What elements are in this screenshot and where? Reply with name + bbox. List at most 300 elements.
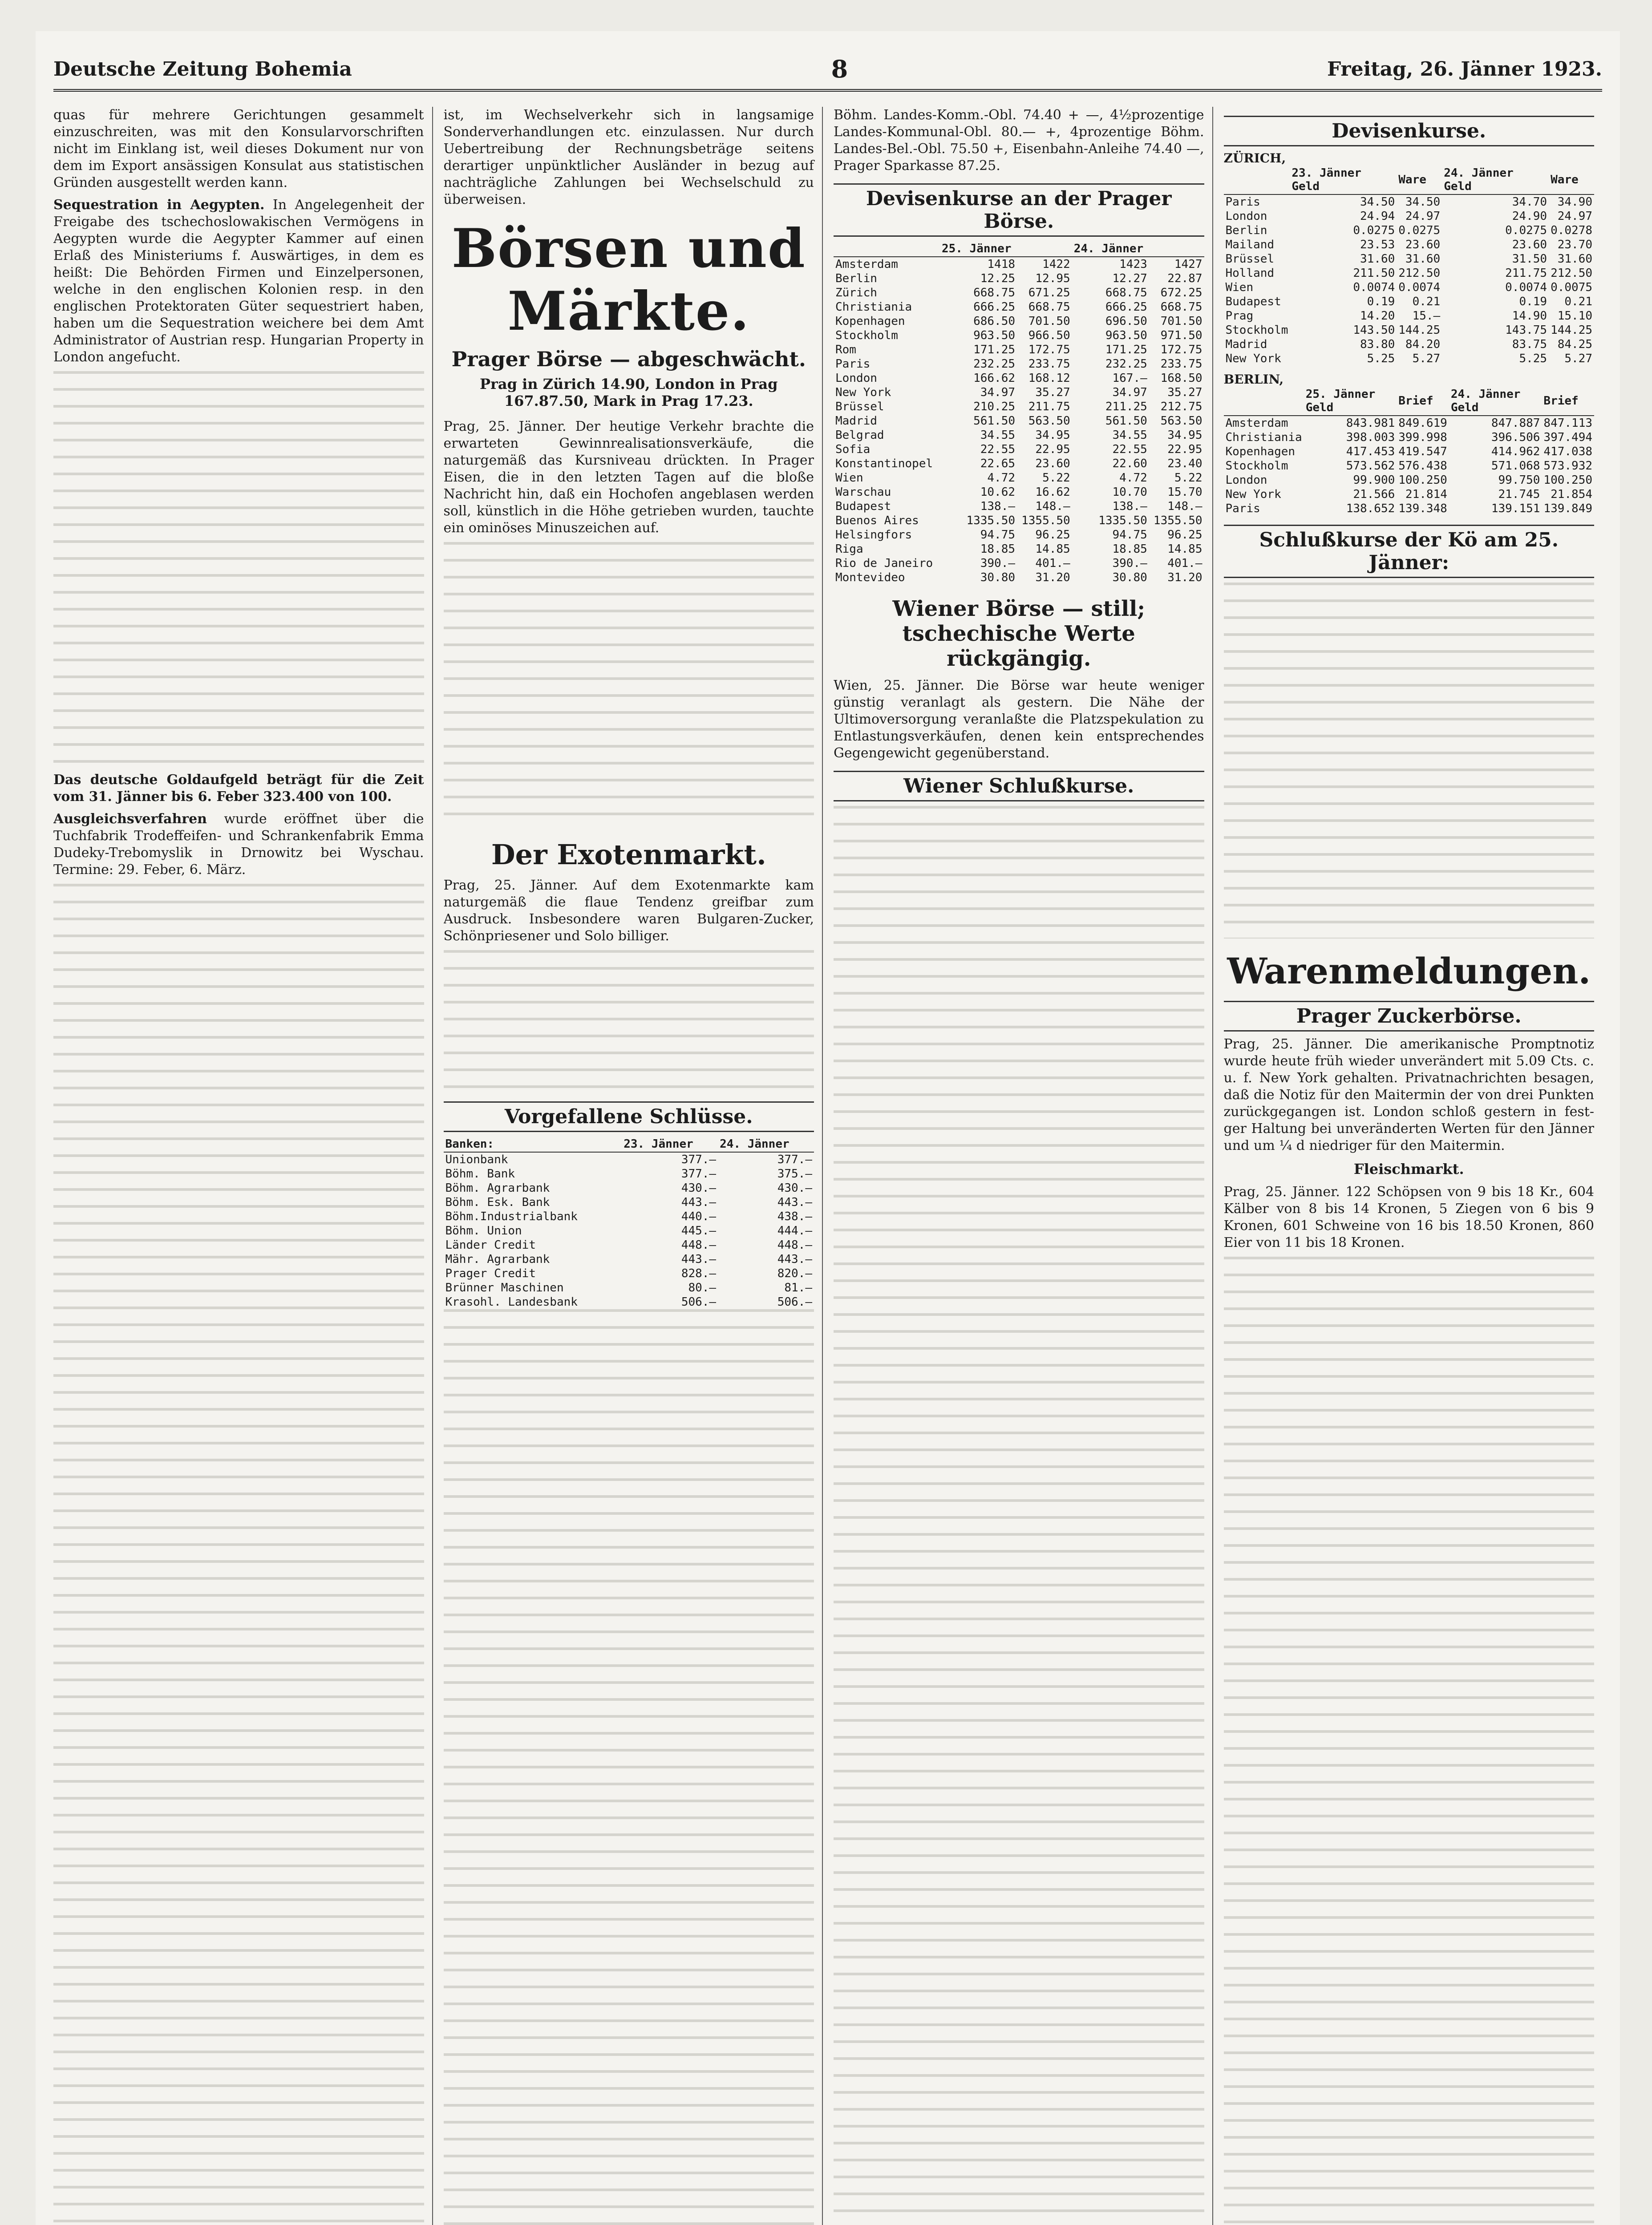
table-header-cell: 25. Jänner (940, 241, 1017, 257)
table-cell: 666.25 (973, 300, 1016, 314)
table-row (1224, 252, 1595, 266)
table-cell: London (835, 372, 877, 385)
table-cell: Mailand (1225, 238, 1275, 251)
table-cell: 139.348 (1398, 502, 1447, 515)
table-cell: 80.— (688, 1281, 717, 1295)
table-cell: Berlin (835, 272, 877, 285)
table-header-cell: Brief (1397, 387, 1449, 416)
table-row (834, 385, 1204, 400)
column-1 (53, 107, 433, 2225)
table-cell: 576.438 (1398, 459, 1447, 473)
table-cell: 414.962 (1491, 445, 1540, 458)
table-cell: 847.113 (1543, 417, 1592, 430)
table-title: Schlußkurse der Kö am 25. Jänner: (1224, 525, 1595, 578)
table-cell: Madrid (835, 414, 877, 428)
table-cell: 22.95 (1167, 443, 1203, 456)
table-header-cell: 24. Jänner (1072, 241, 1149, 257)
article-paragraph: Prag, 25. Jänner. 122 Schöpsen von 9 bis 18 Kr., 604 Kälber von 8 bis 14 Kronen, 5 Ziegen von 6 bis 9 Kronen, 601 Schweine von 16 bis 18.50 Kronen, 860 Eier von 11 bis 18 Kronen. (1223, 1184, 1594, 1250)
table-cell: Böhm. Bank (445, 1167, 515, 1181)
table-cell: 1423 (1119, 258, 1147, 271)
table-header-cell: 24. Jänner Geld (1449, 387, 1542, 416)
table-cell: Riga (835, 542, 863, 556)
article-title: Prager Zuckerbörse. (1224, 1001, 1595, 1032)
table-cell: 99.750 (1498, 473, 1540, 487)
table-cell: 971.50 (1160, 329, 1203, 342)
table-cell: 211.50 (1353, 267, 1395, 280)
table-cell: 443.— (777, 1253, 812, 1266)
table-cell: 34.95 (1167, 429, 1203, 442)
table-row (834, 499, 1204, 514)
table-row (1224, 430, 1595, 445)
table-subtitle: ZÜRICH, (1223, 151, 1286, 166)
table-cell: Paris (835, 357, 871, 371)
text-block (53, 371, 424, 772)
table-header-cell: Ware (1549, 166, 1594, 194)
table-cell: Warschau (835, 485, 891, 499)
table-cell: 398.003 (1346, 431, 1395, 444)
table-cell: 1355.50 (1153, 514, 1203, 527)
section-rates: Prag in Zürich 14.90, London in Prag 167.87.50, Mark in Prag 17.23. (479, 376, 778, 409)
table-cell: Rom (835, 343, 856, 356)
table-cell: 18.85 (1112, 542, 1147, 556)
table-cell: Böhm. Esk. Bank (445, 1196, 550, 1209)
table-row (834, 371, 1204, 385)
table-cell: 31.20 (1035, 571, 1070, 584)
column-4 (1224, 107, 1603, 2225)
page-number: 8 (831, 55, 848, 83)
table-title: Wiener Schlußkurse. (834, 771, 1204, 801)
table-cell: Christiania (835, 300, 912, 314)
table-cell: 445.— (681, 1224, 717, 1238)
table-cell: 4.72 (987, 471, 1016, 485)
table-row (834, 400, 1204, 414)
table-cell: Wien (1225, 281, 1254, 294)
table-cell: Stockholm (1225, 459, 1288, 473)
table-cell: 5.22 (1042, 471, 1070, 485)
table-cell: 138.— (980, 500, 1016, 513)
article-heading: Ausgleichsverfahren (53, 811, 207, 827)
table-cell: 563.50 (1160, 414, 1203, 428)
table-cell: 438.— (777, 1210, 812, 1223)
table-cell: 148.— (1035, 500, 1070, 513)
article-paragraph: Prag, 25. Jänner. Der heutige Verkehr brachte die erwarteten Gewinnrealisationsverkäufe, die naturgemäß das Kursniveau drückten. In Prager Eisen, die in den letzten Tagen auf die bloße Nachricht hin, daß ein Hochofen angeblasen werden soll, künstlich in die Höhe getrieben wurden, tauchte ein ominöses Minuszeichen auf. (443, 419, 814, 536)
article-title: Fleischmarkt. (1353, 1161, 1464, 1177)
table-cell: 671.25 (1028, 286, 1070, 299)
table-cell: 211.75 (1505, 267, 1547, 280)
table-cell: Christiania (1225, 431, 1302, 444)
table-cell: 24.90 (1512, 210, 1547, 223)
table-cell: 666.25 (1105, 300, 1147, 314)
table-cell: 668.75 (1028, 300, 1070, 314)
table-cell: New York (1225, 488, 1281, 501)
text-block (834, 806, 1204, 2225)
table-row (834, 286, 1204, 300)
article-paragraph: Prag, 25. Jänner. Die amerikanische Promptnotiz wurde heute früh wieder unverändert mit 5.09 Cts. c. u. f. New York gehalten. Privatnachrichten besagen, daß die Notiz für den Maitermin der von drei Punkten zurückgegangen ist. London schloß gestern in fest-ger Haltung bei unveränderten Werten für den Jänner und um ¼ d niedriger für den Maitermin. (1223, 1036, 1594, 1153)
table-header-cell: 24. Jänner Geld (1442, 166, 1549, 194)
table-cell: 0.0074 (1353, 281, 1395, 294)
table-row (1224, 223, 1595, 238)
table-cell: 143.75 (1505, 324, 1547, 337)
table-cell: 24.97 (1405, 210, 1441, 223)
section-subtitle: Prager Börse — abgeschwächt. (451, 347, 806, 371)
table-row (1224, 352, 1595, 366)
table-cell: 377.— (681, 1167, 717, 1181)
table-cell: 233.75 (1160, 357, 1203, 371)
table-cell: 144.25 (1551, 324, 1592, 337)
table-header-cell: Brief (1542, 387, 1594, 416)
table-row (834, 542, 1204, 556)
table-cell: 399.998 (1398, 431, 1447, 444)
table-row (834, 343, 1204, 357)
publication-name: Deutsche Zeitung Bohemia (53, 57, 352, 81)
article-paragraph: ist, im Wechselverkehr sich in langsamige Sonderverhandlungen etc. einzulassen. Nur durch Uebertreibung der Rechnungsbeträge seitens derartiger unpünktlicher Ausländer in bezug auf nachträgliche Zahlungen bei Wechselschuld zu überweisen. (443, 107, 814, 207)
table-row (1224, 238, 1595, 252)
table-cell: 84.20 (1405, 338, 1441, 351)
table-cell: 23.40 (1167, 457, 1203, 470)
table-cell: Helsingfors (835, 528, 912, 542)
table-cell: 22.95 (1035, 443, 1070, 456)
table-header-cell (1149, 241, 1204, 257)
table-cell: 34.55 (1112, 429, 1147, 442)
table-cell: Madrid (1225, 338, 1267, 351)
table-cell: 22.60 (1112, 457, 1147, 470)
table-cell: Stockholm (1225, 324, 1288, 337)
table-cell: 672.25 (1160, 286, 1203, 299)
table-cell: 14.90 (1512, 309, 1547, 323)
table-cell: 0.19 (1519, 295, 1547, 308)
table-cell: 963.50 (1105, 329, 1147, 342)
table-cell: 668.75 (973, 286, 1016, 299)
table-cell: 22.65 (980, 457, 1016, 470)
table-cell: 390.— (980, 557, 1016, 570)
table-cell: 22.87 (1167, 272, 1203, 285)
table-cell: 212.50 (1551, 267, 1592, 280)
table-cell: 561.50 (973, 414, 1016, 428)
table-cell: 1418 (987, 258, 1016, 271)
article-paragraph: Das deutsche Goldaufgeld beträgt für die Zeit vom 31. Jänner bis 6. Feber 323.400 von 100. (53, 772, 424, 805)
table-cell: Amsterdam (1225, 417, 1288, 430)
section-title: Börsen und Märkte. (451, 217, 806, 343)
table-cell: 820.— (777, 1267, 812, 1280)
text-block (1224, 583, 1595, 939)
text-block (444, 542, 814, 827)
table-cell: Brüssel (1225, 252, 1275, 266)
table-cell: 440.— (681, 1210, 717, 1223)
table-row (834, 570, 1204, 585)
table-cell: 0.0275 (1505, 224, 1547, 237)
article-text: wurde eröffnet über die Tuchfabrik Trodeffeifen- und Schrankenfabrik Emma Dudeky-Trebomyslik in Drnowitz bei Wyschau. Termine: 29. Feber, 6. März. (53, 811, 424, 878)
table-header-cell: Banken: (444, 1137, 622, 1152)
table-cell: 1422 (1042, 258, 1070, 271)
table-row (1224, 445, 1595, 459)
table-cell: 35.27 (1167, 386, 1203, 399)
table-cell: 15.— (1412, 309, 1441, 323)
table-header-cell: 23. Jänner (622, 1137, 718, 1152)
table-cell: 4.72 (1119, 471, 1147, 485)
table-title: Devisenkurse an der Prager Börse. (834, 183, 1204, 237)
table-cell: Budapest (1225, 295, 1281, 308)
table-cell: 417.038 (1543, 445, 1592, 458)
table-cell: 0.19 (1367, 295, 1395, 308)
table-row (1224, 487, 1595, 502)
section-masthead (444, 217, 814, 409)
article-text: In Angelegenheit der Freigabe des tschechoslowakischen Vermögens in Aegypten wurde die Aegypter Kammer auf einen Erlaß des Ministeriums f. Auswärtiges, in dem es heißt: Die Behörden Firmen und Einzelpersonen, welche in den englischen Kolonien resp. in den englischen Protektoraten Güter sequestriert haben, haben um die Sequestration weichere bei dem Amt Administrator of Austrian resp. Hungarian Property in London angefucht. (53, 197, 424, 365)
table-cell: 1335.50 (1098, 514, 1147, 527)
table-row (1224, 209, 1595, 223)
table-cell: 24.97 (1557, 210, 1592, 223)
table-cell: Berlin (1225, 224, 1267, 237)
table-cell: 35.27 (1035, 386, 1070, 399)
table-cell: 5.22 (1174, 471, 1203, 485)
page-header (53, 49, 1602, 92)
closing-prices-table (444, 1137, 814, 1309)
table-cell: 144.25 (1398, 324, 1441, 337)
table-cell: 0.21 (1564, 295, 1592, 308)
article-title: Wiener Börse — still; tschechische Werte rückgängig. (892, 596, 1146, 671)
table-cell: 15.10 (1557, 309, 1592, 323)
table-cell: 966.50 (1028, 329, 1070, 342)
table-cell: Böhm.Industrialbank (445, 1210, 578, 1223)
table-cell: 30.80 (980, 571, 1016, 584)
table-cell: 843.981 (1346, 417, 1395, 430)
table-cell: 849.619 (1398, 417, 1447, 430)
table-cell: 1335.50 (966, 514, 1016, 527)
article-paragraph: quas für mehrere Gerichtungen gesammelt einzuschreiten, was mit den Konsularvorschriften nicht im Einklang ist, weil dieses Dokument nur von dem im Export ansässigen Konsulat aus statistischen Gründen ausgestellt werden kann. (53, 107, 424, 190)
table-row (834, 428, 1204, 442)
newspaper-page (36, 31, 1620, 2225)
table-cell: 377.— (777, 1153, 812, 1166)
table-cell: 211.75 (1028, 400, 1070, 413)
table-row (444, 1152, 814, 1167)
table-cell: 23.53 (1360, 238, 1395, 251)
table-row (834, 457, 1204, 471)
table-row (444, 1295, 814, 1309)
table-cell: 561.50 (1105, 414, 1147, 428)
table-cell: Kopenhagen (1225, 445, 1296, 458)
table-cell: 168.50 (1160, 372, 1203, 385)
table-title: Devisenkurse. (1224, 116, 1595, 146)
table-cell: 23.60 (1512, 238, 1547, 251)
table-cell: 15.70 (1167, 485, 1203, 499)
table-cell: 212.75 (1160, 400, 1203, 413)
table-cell: 419.547 (1398, 445, 1447, 458)
table-cell: 430.— (777, 1181, 812, 1195)
table-row (834, 471, 1204, 485)
table-row (1224, 295, 1595, 309)
table-cell: 171.25 (973, 343, 1016, 356)
table-cell: 0.0074 (1398, 281, 1441, 294)
table-header-cell: 24. Jänner (718, 1137, 814, 1152)
table-cell: Krasohl. Landesbank (445, 1295, 578, 1309)
table-cell: 233.75 (1028, 357, 1070, 371)
table-cell: 210.25 (973, 400, 1016, 413)
table-row (1224, 266, 1595, 280)
table-cell: 571.068 (1491, 459, 1540, 473)
table-cell: 1355.50 (1021, 514, 1070, 527)
table-cell: 34.55 (980, 429, 1016, 442)
table-cell: 232.25 (1105, 357, 1147, 371)
table-cell: 23.60 (1405, 238, 1441, 251)
table-cell: London (1225, 210, 1267, 223)
table-row (444, 1181, 814, 1195)
table-cell: 18.85 (980, 542, 1016, 556)
table-header-cell: 25. Jänner Geld (1304, 387, 1397, 416)
table-cell: 375.— (777, 1167, 812, 1181)
table-cell: 573.562 (1346, 459, 1395, 473)
table-cell: 138.652 (1346, 502, 1395, 515)
table-cell: 847.887 (1491, 417, 1540, 430)
table-cell: 686.50 (973, 315, 1016, 328)
table-row (444, 1252, 814, 1266)
table-cell: 701.50 (1028, 315, 1070, 328)
table-cell: 34.90 (1557, 195, 1592, 209)
table-cell: 701.50 (1160, 315, 1203, 328)
table-row (1224, 194, 1595, 209)
table-cell: 1427 (1174, 258, 1203, 271)
table-cell: Prag (1225, 309, 1254, 323)
table-cell: 83.80 (1360, 338, 1395, 351)
issue-date: Freitag, 26. Jänner 1923. (1327, 57, 1602, 81)
table-cell: 84.25 (1557, 338, 1592, 351)
table-cell: 100.250 (1398, 473, 1447, 487)
table-cell: Brünner Maschinen (445, 1281, 564, 1295)
table-cell: 172.75 (1028, 343, 1070, 356)
table-cell: Zürich (835, 286, 877, 299)
table-cell: 417.453 (1346, 445, 1395, 458)
table-cell: 96.25 (1167, 528, 1203, 542)
table-row (1224, 323, 1595, 337)
table-cell: Belgrad (835, 429, 884, 442)
table-cell: 211.25 (1105, 400, 1147, 413)
article-paragraph (53, 197, 424, 366)
table-cell: 0.0278 (1551, 224, 1592, 237)
table-row (834, 442, 1204, 457)
table-cell: Sofia (835, 443, 871, 456)
table-cell: New York (835, 386, 891, 399)
table-cell: 0.0275 (1353, 224, 1395, 237)
table-cell: 443.— (681, 1196, 717, 1209)
table-cell: 668.75 (1105, 286, 1147, 299)
table-cell: 21.566 (1353, 488, 1395, 501)
table-cell: Mähr. Agrarbank (445, 1253, 550, 1266)
table-cell: 166.62 (973, 372, 1016, 385)
table-cell: Böhm. Union (445, 1224, 522, 1238)
table-cell: 396.506 (1491, 431, 1540, 444)
table-cell: 443.— (681, 1253, 717, 1266)
table-cell: Holland (1225, 267, 1275, 280)
table-row (834, 485, 1204, 499)
table-title: Vorgefallene Schlüsse. (444, 1101, 814, 1132)
table-cell: 0.0074 (1505, 281, 1547, 294)
table-cell: 0.0075 (1551, 281, 1592, 294)
table-cell: 138.— (1112, 500, 1147, 513)
table-cell: 31.60 (1557, 252, 1592, 266)
table-row (834, 528, 1204, 542)
table-cell: 24.94 (1360, 210, 1395, 223)
table-cell: 148.— (1167, 500, 1203, 513)
table-cell: Stockholm (835, 329, 898, 342)
article-title: Der Exotenmarkt. (491, 838, 766, 871)
table-row (444, 1266, 814, 1281)
table-cell: 14.85 (1035, 542, 1070, 556)
table-cell: Budapest (835, 500, 891, 513)
table-cell: 34.50 (1405, 195, 1441, 209)
table-cell: 30.80 (1112, 571, 1147, 584)
table-cell: 443.— (777, 1196, 812, 1209)
table-cell: 397.494 (1543, 431, 1592, 444)
table-cell: 448.— (777, 1238, 812, 1252)
table-cell: 94.75 (980, 528, 1016, 542)
table-cell: 100.250 (1543, 473, 1592, 487)
table-cell: 5.25 (1519, 352, 1547, 365)
table-cell: 34.95 (1035, 429, 1070, 442)
table-cell: 10.62 (980, 485, 1016, 499)
table-cell: Paris (1225, 502, 1260, 515)
table-cell: 506.— (681, 1295, 717, 1309)
table-row (834, 257, 1204, 271)
table-row (1224, 416, 1595, 430)
table-cell: Länder Credit (445, 1238, 536, 1252)
table-cell: 12.25 (980, 272, 1016, 285)
article-heading: Sequestration in Aegypten. (53, 197, 265, 213)
table-cell: 31.60 (1405, 252, 1441, 266)
table-row (834, 314, 1204, 328)
table-row (1224, 473, 1595, 487)
table-cell: Buenos Aires (835, 514, 919, 527)
table-cell: 167.— (1112, 372, 1147, 385)
table-row (834, 271, 1204, 286)
table-cell: Unionbank (445, 1153, 508, 1166)
table-cell: 401.— (1035, 557, 1070, 570)
table-row (834, 514, 1204, 528)
table-cell: 444.— (777, 1224, 812, 1238)
table-cell: 21.814 (1405, 488, 1447, 501)
table-row (1224, 309, 1595, 323)
table-row (1224, 337, 1595, 352)
table-cell: 34.97 (1112, 386, 1147, 399)
zurich-rates-table (1224, 166, 1595, 366)
table-row (834, 556, 1204, 570)
table-cell: 563.50 (1028, 414, 1070, 428)
table-cell: Wien (835, 471, 863, 485)
table-cell: 22.55 (980, 443, 1016, 456)
table-cell: 94.75 (1112, 528, 1147, 542)
exchange-rates-table (834, 241, 1204, 585)
table-cell: 390.— (1112, 557, 1147, 570)
article-paragraph: Wien, 25. Jänner. Die Börse war heute weniger günstig veranlagt als gestern. Die Nähe der Ultimoversorgung veranlaßte die Platzspekulation zu Entlastungsverkäufen, denen kein entsprechendes Gegengewicht gegenüberstand. (834, 678, 1204, 761)
table-cell: 696.50 (1105, 315, 1147, 328)
table-header-cell (1224, 166, 1290, 194)
table-cell: Konstantinopel (835, 457, 933, 470)
table-cell: 96.25 (1035, 528, 1070, 542)
table-cell: 83.75 (1512, 338, 1547, 351)
table-cell: 12.95 (1035, 272, 1070, 285)
table-cell: 22.55 (1112, 443, 1147, 456)
table-cell: New York (1225, 352, 1281, 365)
table-row (834, 328, 1204, 343)
text-block (444, 1309, 814, 2225)
table-cell: 232.25 (973, 357, 1016, 371)
text-block (444, 950, 814, 1092)
table-row (1224, 459, 1595, 473)
table-row (444, 1195, 814, 1210)
table-row (1224, 280, 1595, 295)
table-cell: 0.0275 (1398, 224, 1441, 237)
table-cell: 31.20 (1167, 571, 1203, 584)
table-cell: 168.12 (1028, 372, 1070, 385)
table-row (444, 1224, 814, 1238)
table-row (1224, 502, 1595, 516)
